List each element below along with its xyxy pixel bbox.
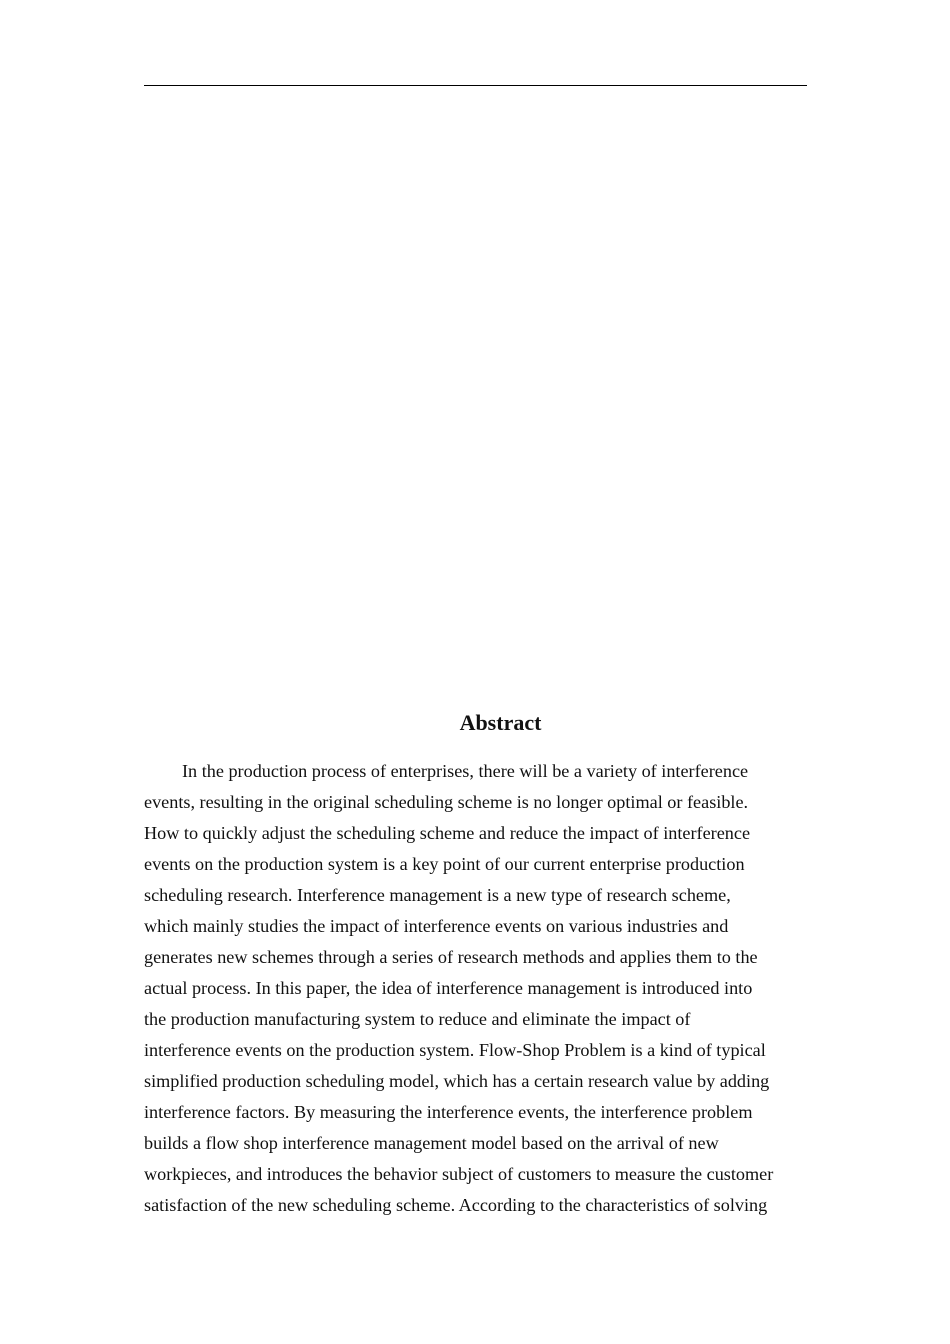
- abstract-line: events on the production system is a key point of our current enterprise production: [144, 854, 745, 874]
- abstract-line: which mainly studies the impact of interference events on various industries and: [144, 916, 729, 936]
- abstract-title: Abstract: [459, 710, 542, 735]
- abstract-line: interference factors. By measuring the interference events, the interference problem: [144, 1102, 753, 1122]
- abstract-line: scheduling research. Interference management is a new type of research scheme,: [144, 885, 731, 905]
- abstract-line: satisfaction of the new scheduling scheme. According to the characteristics of solving: [144, 1195, 768, 1215]
- header-rule: [144, 85, 807, 86]
- abstract-line: events, resulting in the original scheduling scheme is no longer optimal or feasible.: [144, 792, 749, 812]
- abstract-line: builds a flow shop interference management model based on the arrival of new: [144, 1133, 719, 1153]
- abstract-paragraph: [144, 756, 807, 1221]
- abstract-line: interference events on the production system. Flow-Shop Problem is a kind of typical: [144, 1040, 766, 1060]
- abstract-line: How to quickly adjust the scheduling scheme and reduce the impact of interference: [144, 823, 751, 843]
- abstract-line: simplified production scheduling model, which has a certain research value by adding: [144, 1071, 770, 1091]
- abstract-line: In the production process of enterprises, there will be a variety of interference: [182, 761, 749, 781]
- abstract-line: workpieces, and introduces the behavior subject of customers to measure the customer: [144, 1164, 774, 1184]
- abstract-line: actual process. In this paper, the idea of interference management is introduced into: [144, 978, 753, 998]
- abstract-line: the production manufacturing system to reduce and eliminate the impact of: [144, 1009, 691, 1029]
- abstract-line: generates new schemes through a series of research methods and applies them to the: [144, 947, 758, 967]
- abstract-section: [144, 706, 807, 1221]
